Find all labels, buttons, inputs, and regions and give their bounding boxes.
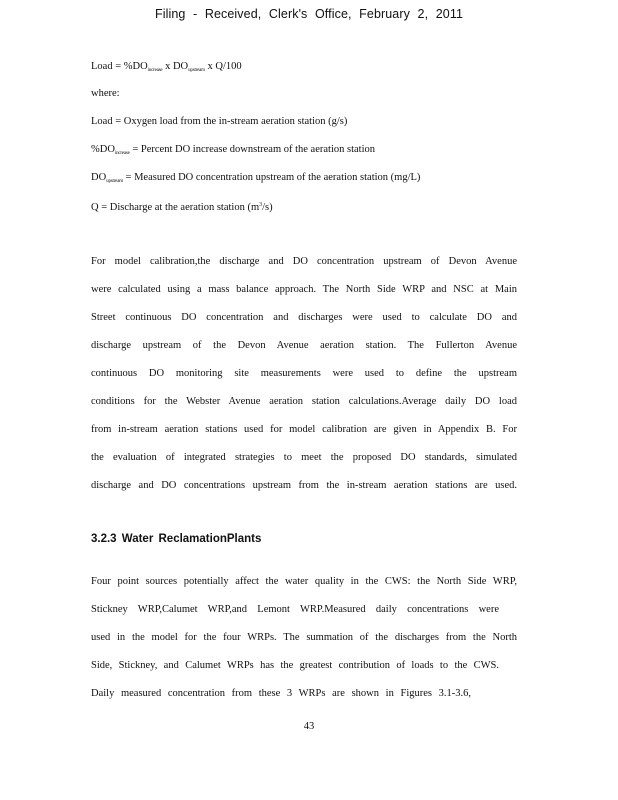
paragraph-line: For model calibration,the discharge and DO concentration upstream of Devon Avenue <box>91 256 517 267</box>
paragraph-line: Side, Stickney, and Calumet WRPs has the greatest contribution of loads to the CWS. <box>91 660 499 671</box>
definition-load: Load = Oxygen load from the in-stream aeration station (g/s) <box>91 116 348 127</box>
load-formula <box>91 60 242 77</box>
section-heading: 3.2.3 Water ReclamationPlants <box>91 533 262 545</box>
paragraph-line: Daily measured concentration from these 3 WRPs are shown in Figures 3.1-3.6, <box>91 688 471 699</box>
where-label: where: <box>91 88 120 99</box>
paragraph-model-calibration <box>91 255 517 507</box>
formula-part: x Q/100 <box>204 61 242 72</box>
paragraph-line: Stickney WRP,Calumet WRP,and Lemont WRP.Measured daily concentrations were <box>91 604 499 615</box>
formula-subscript: increase <box>147 68 163 73</box>
paragraph-line: were calculated using a mass balance approach. The North Side WRP and NSC at Main <box>91 284 517 295</box>
paragraph-wrps <box>91 575 517 715</box>
page-number: 43 <box>303 721 315 732</box>
paragraph-line: conditions for the Webster Avenue aeration station calculations.Average daily DO load <box>91 396 517 407</box>
paragraph-line: Street continuous DO concentration and discharges were used to calculate DO and <box>91 312 517 323</box>
paragraph-line: Four point sources potentially affect the water quality in the CWS: the North Side WRP, <box>91 576 517 587</box>
paragraph-line: discharge and DO concentrations upstream from the in-stream aeration stations are used. <box>91 480 517 491</box>
filing-header: Filing - Received, Clerk's Office, February 2, 2011 <box>154 7 464 21</box>
definition-percent-do <box>91 143 375 160</box>
definition-subscript: increase <box>114 151 130 156</box>
definition-discharge <box>91 199 273 214</box>
formula-part: Load = %DO <box>91 61 148 72</box>
definition-text: = Percent DO increase downstream of the aeration station <box>129 144 375 155</box>
paragraph-line: continuous DO monitoring site measurements were used to define the upstream <box>91 368 517 379</box>
formula-part: x DO <box>162 61 189 72</box>
definition-text: /s) <box>262 202 273 213</box>
definition-term: %DO <box>91 144 115 155</box>
definition-superscript: 3 <box>259 202 263 208</box>
paragraph-line: discharge upstream of the Devon Avenue aeration station. The Fullerton Avenue <box>91 340 517 351</box>
definition-subscript: upstream <box>106 179 123 184</box>
paragraph-line: from in-stream aeration stations used for model calibration are given in Appendix B. For <box>91 424 517 435</box>
paragraph-line: used in the model for the four WRPs. The summation of the discharges from the North <box>91 632 517 643</box>
definition-do-upstream <box>91 171 420 188</box>
definition-text: Q = Discharge at the aeration station (m <box>91 202 260 213</box>
paragraph-line: the evaluation of integrated strategies to meet the proposed DO standards, simulated <box>91 452 517 463</box>
formula-subscript: upstream <box>188 68 205 73</box>
definition-text: = Measured DO concentration upstream of the aeration station (mg/L) <box>122 172 421 183</box>
definition-term: DO <box>91 172 107 183</box>
